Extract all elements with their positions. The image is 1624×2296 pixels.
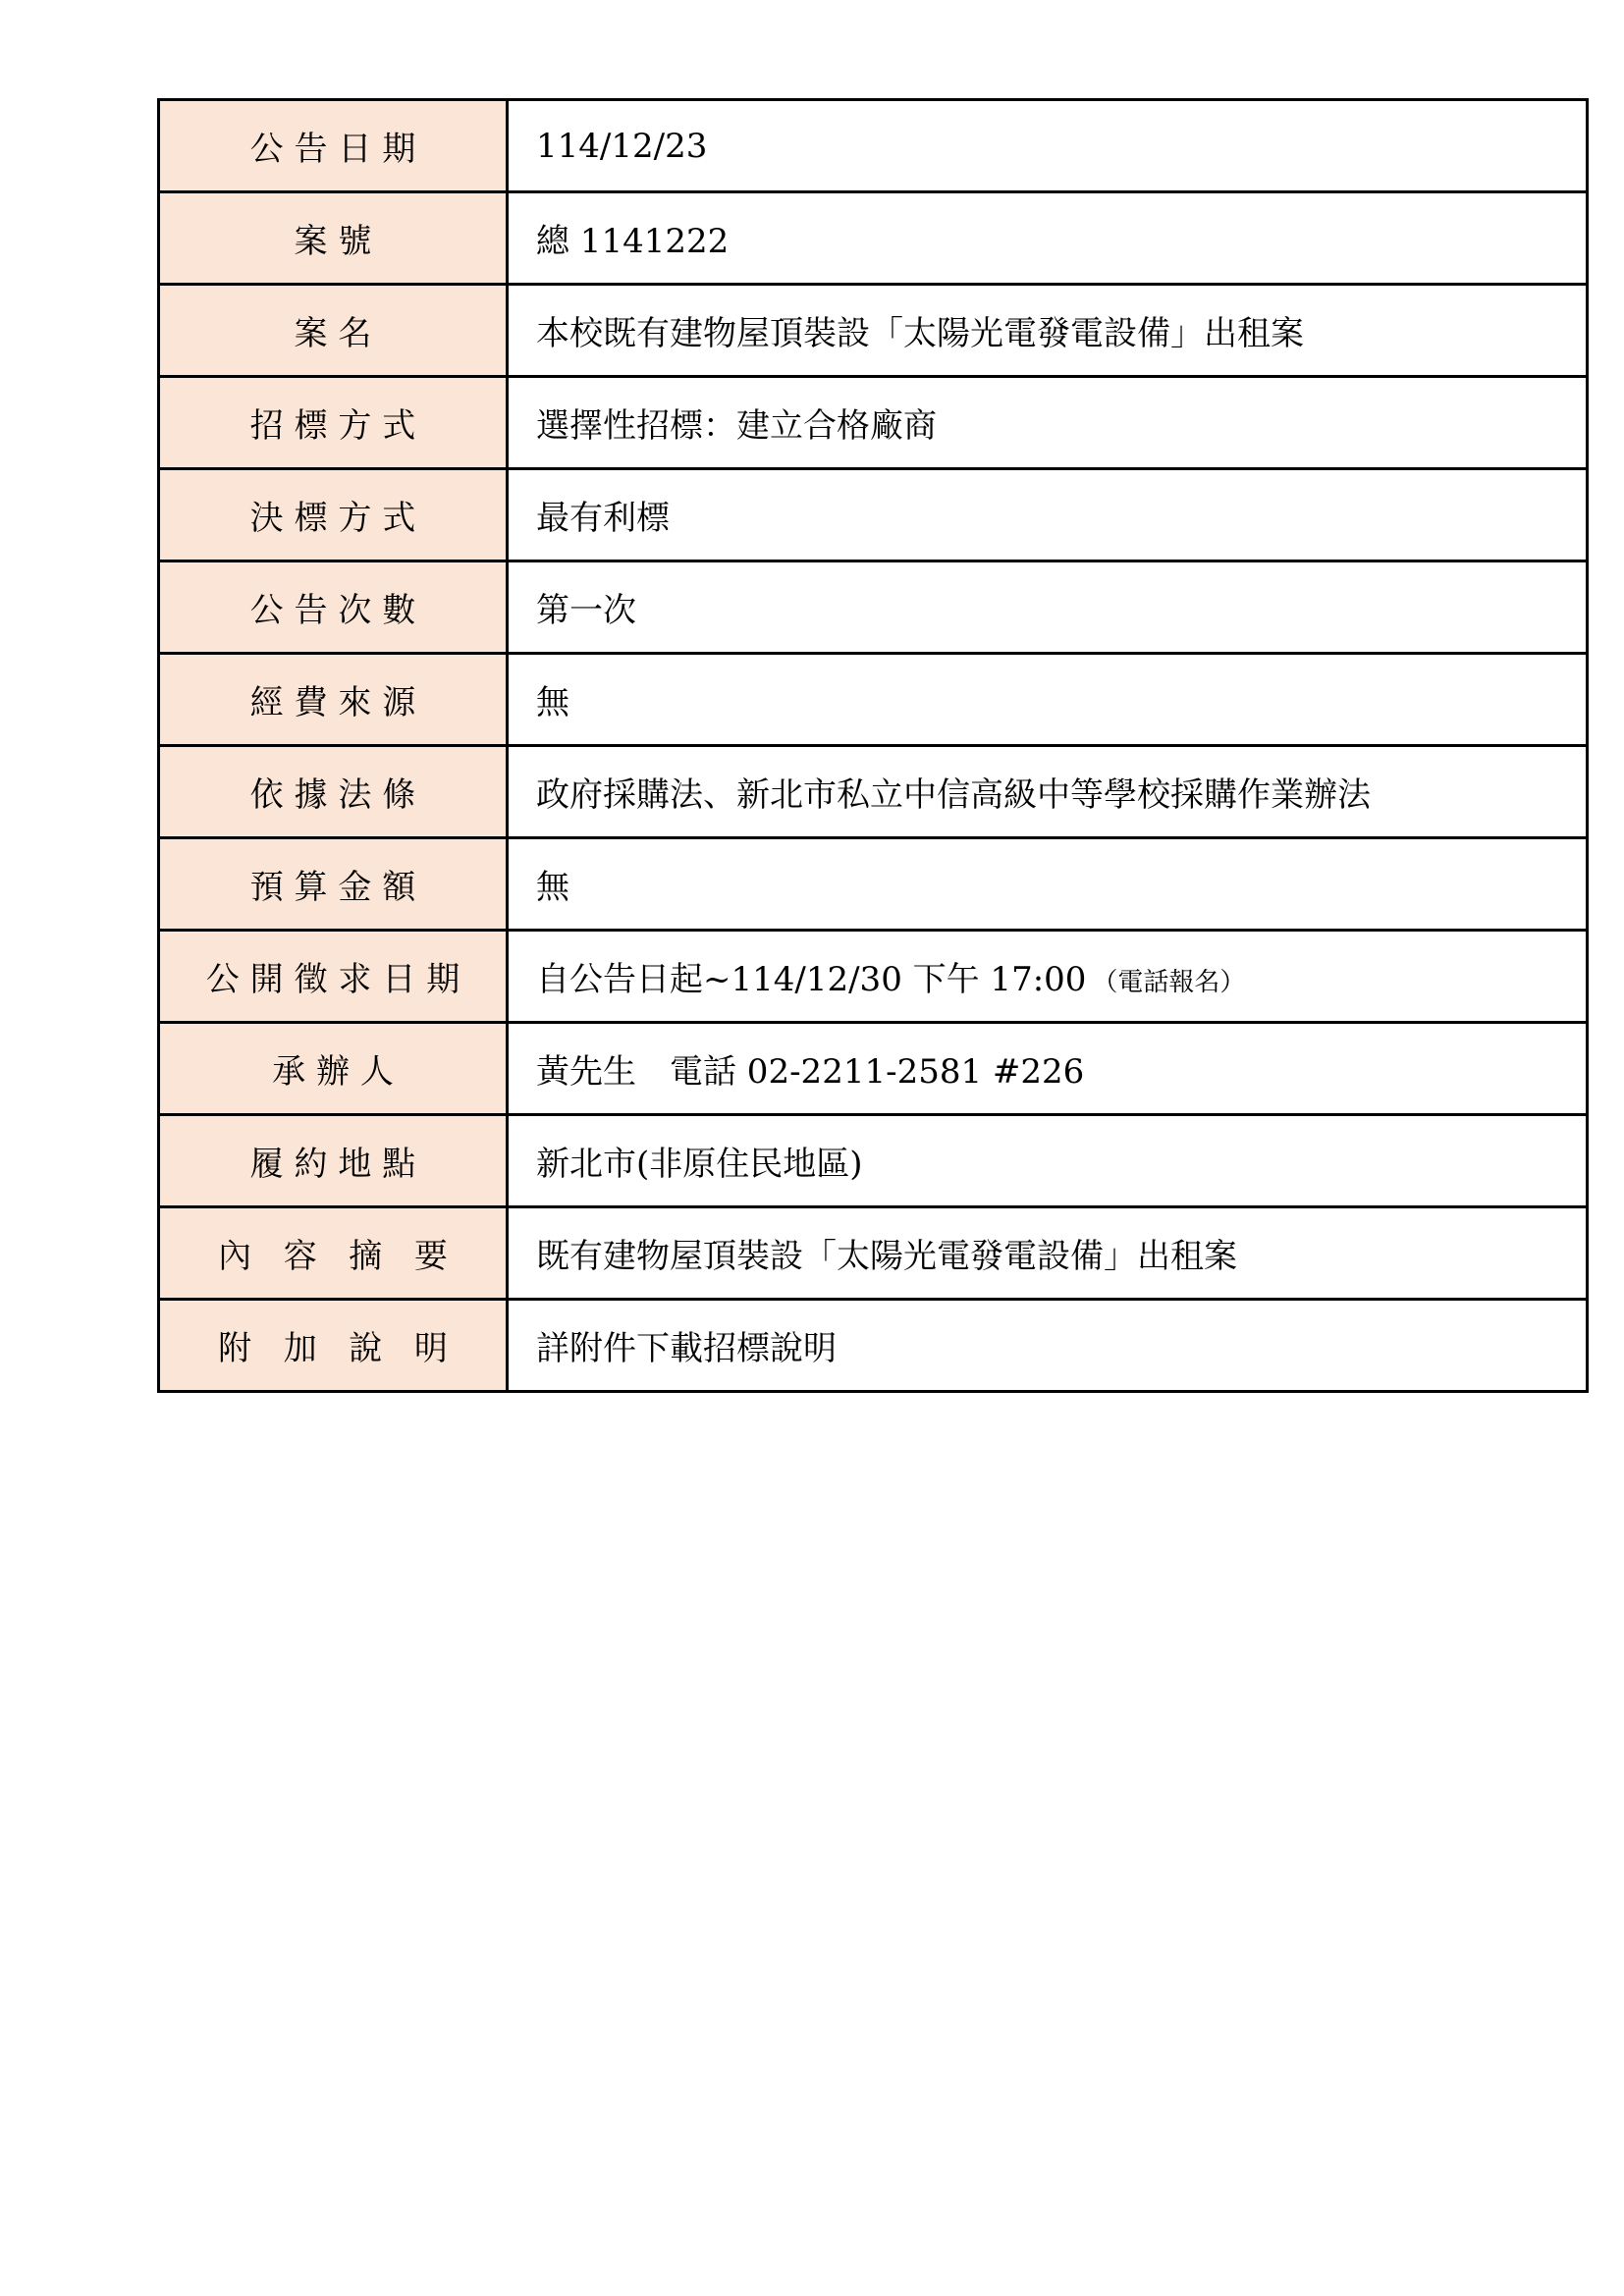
row-label: 公告次數 [159,561,508,654]
row-value-text: 選擇性招標：建立合格廠商 [536,406,937,446]
table-row [159,654,1588,746]
row-value [508,377,1588,469]
table-row [159,838,1588,931]
row-label: 內 容 摘 要 [159,1207,508,1300]
row-label: 案號 [159,192,508,285]
row-value-text: 最有利標 [536,499,670,538]
row-value-text: 自公告日起~114/12/30 下午 17:00 [536,960,1087,999]
row-value-note: （電話報名） [1092,968,1246,997]
row-value-text: 無 [536,868,569,907]
row-value-text: 本校既有建物屋頂裝設「太陽光電發電設備」出租案 [536,314,1304,353]
row-value-text: 114/12/23 [536,126,708,166]
row-label: 案名 [159,285,508,377]
row-value-text: 既有建物屋頂裝設「太陽光電發電設備」出租案 [536,1237,1237,1276]
table-row [159,1023,1588,1115]
row-value [508,469,1588,561]
row-value [508,931,1588,1023]
row-label: 附 加 說 明 [159,1300,508,1392]
row-value [508,746,1588,838]
table-row [159,1207,1588,1300]
row-value-text: 總 1141222 [536,222,730,261]
row-value-text: 無 [536,683,569,722]
row-value [508,192,1588,285]
announcement-table-body [159,100,1588,1392]
table-row [159,192,1588,285]
row-label: 招標方式 [159,377,508,469]
row-label: 公開徵求日期 [159,931,508,1023]
row-value-text: 新北市(非原住民地區) [536,1145,863,1184]
table-row [159,561,1588,654]
row-value-text: 詳附件下載招標說明 [536,1329,837,1368]
row-value [508,285,1588,377]
row-value [508,1300,1588,1392]
table-row [159,1300,1588,1392]
row-value-text: 政府採購法、新北市私立中信高級中等學校採購作業辦法 [536,775,1371,815]
row-label: 依據法條 [159,746,508,838]
row-value [508,838,1588,931]
row-value-text: 第一次 [536,591,636,630]
row-label: 公告日期 [159,100,508,192]
row-value [508,654,1588,746]
table-row [159,469,1588,561]
row-label: 承辦人 [159,1023,508,1115]
table-row [159,931,1588,1023]
row-label: 經費來源 [159,654,508,746]
row-label: 決標方式 [159,469,508,561]
row-label: 履約地點 [159,1115,508,1207]
table-row [159,285,1588,377]
table-row [159,377,1588,469]
row-value [508,561,1588,654]
announcement-table [157,98,1589,1393]
row-value [508,1207,1588,1300]
table-row [159,1115,1588,1207]
row-label: 預算金額 [159,838,508,931]
table-row [159,100,1588,192]
table-row [159,746,1588,838]
row-value [508,1115,1588,1207]
row-value [508,100,1588,192]
row-value-text: 黃先生 電話 02-2211-2581 #226 [536,1052,1085,1092]
row-value [508,1023,1588,1115]
